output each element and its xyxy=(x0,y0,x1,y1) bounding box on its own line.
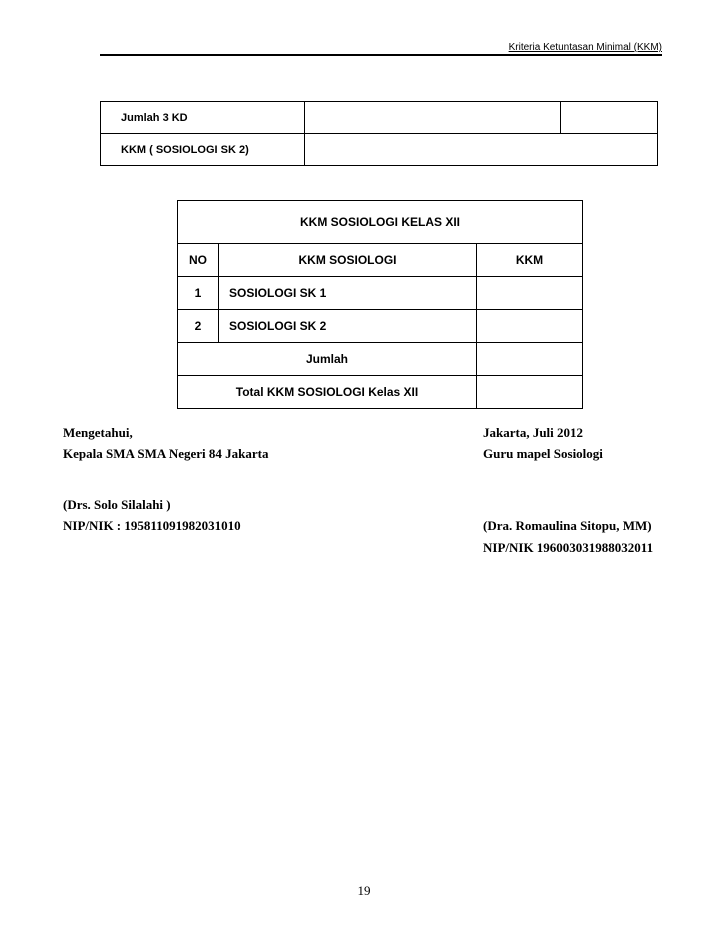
approval-label: Mengetahui, xyxy=(63,425,133,440)
row-kkm-cell xyxy=(477,310,583,343)
table-row xyxy=(101,134,658,166)
total-label: Total KKM SOSIOLOGI Kelas XII xyxy=(178,376,477,409)
principal-title: Kepala SMA SMA Negeri 84 Jakarta xyxy=(63,446,269,461)
column-header-subject: KKM SOSIOLOGI xyxy=(219,244,477,277)
table-title: KKM SOSIOLOGI KELAS XII xyxy=(178,201,583,244)
jumlah-value-cell xyxy=(477,343,583,376)
principal-name: (Drs. Solo Silalahi ) xyxy=(63,497,171,512)
principal-nip: NIP/NIK : 195811091982031010 xyxy=(63,518,241,533)
column-header-no: NO xyxy=(178,244,219,277)
table-row xyxy=(178,376,583,409)
header-rule xyxy=(100,54,662,56)
table-row xyxy=(101,102,658,134)
teacher-nip: NIP/NIK 196003031988032011 xyxy=(483,540,654,555)
table-header-row xyxy=(178,244,583,277)
row-no: 2 xyxy=(178,310,219,343)
table-row xyxy=(178,343,583,376)
teacher-role: Guru mapel Sosiologi xyxy=(483,446,603,461)
column-header-kkm: KKM xyxy=(477,244,583,277)
row-subject: SOSIOLOGI SK 1 xyxy=(219,277,477,310)
total-value-cell xyxy=(477,376,583,409)
place-date: Jakarta, Juli 2012 xyxy=(483,425,584,440)
kkm-sk2-value-cell xyxy=(305,134,658,166)
kkm-sk2-label: KKM ( SOSIOLOGI SK 2) xyxy=(101,134,305,166)
table-row xyxy=(178,201,583,244)
kkm-sosiologi-table xyxy=(177,200,583,409)
kd-table xyxy=(100,101,658,166)
kd-count-extra-cell xyxy=(561,102,658,134)
table-row xyxy=(178,310,583,343)
page-number: 19 xyxy=(357,883,371,898)
teacher-name: (Dra. Romaulina Sitopu, MM) xyxy=(483,518,652,533)
row-subject: SOSIOLOGI SK 2 xyxy=(219,310,477,343)
kd-count-value-cell xyxy=(305,102,561,134)
running-header: Kriteria Ketuntasan Minimal (KKM) xyxy=(508,42,662,53)
table-row xyxy=(178,277,583,310)
row-no: 1 xyxy=(178,277,219,310)
jumlah-label: Jumlah xyxy=(178,343,477,376)
row-kkm-cell xyxy=(477,277,583,310)
kd-count-label: Jumlah 3 KD xyxy=(101,102,305,134)
